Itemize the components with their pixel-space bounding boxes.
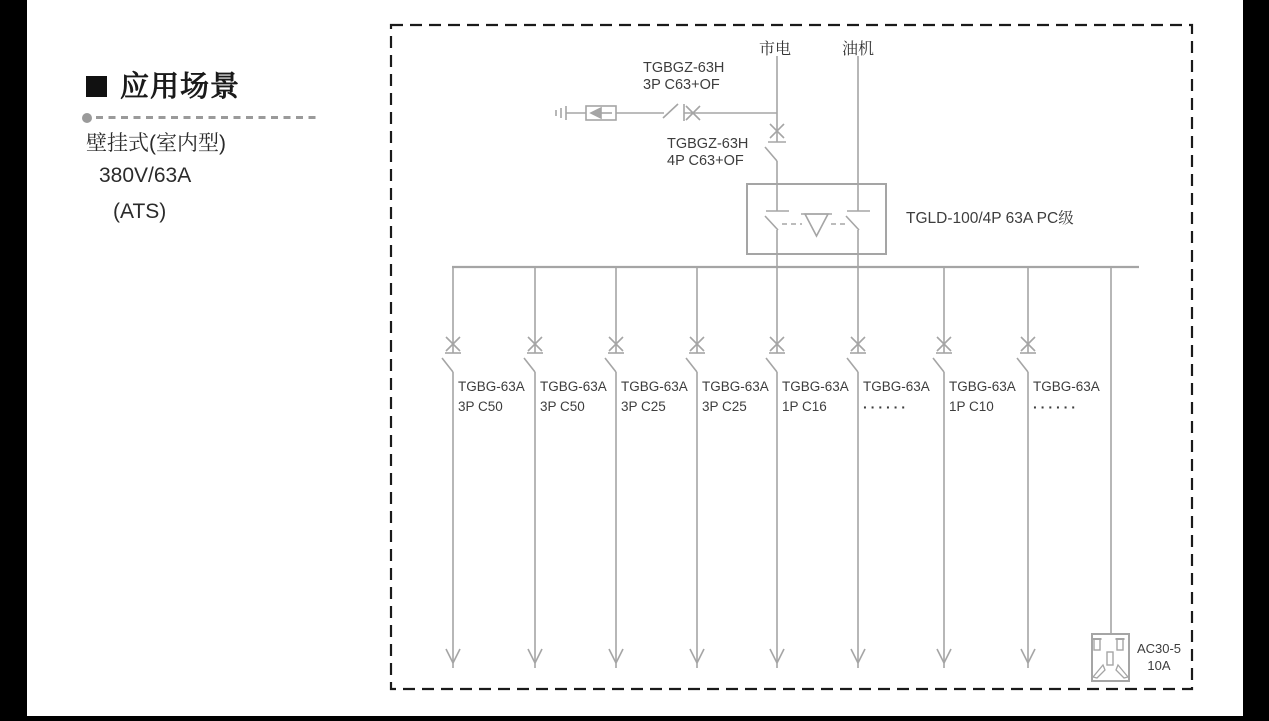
branch-8-breaker	[1017, 267, 1036, 668]
branch-4-breaker	[686, 267, 705, 668]
socket-label	[1132, 640, 1186, 674]
branch-spec: ······	[863, 399, 909, 415]
branch-model: TGBG-63A	[949, 379, 1016, 394]
branch-6-breaker	[847, 267, 866, 668]
branch-7-breaker	[933, 267, 952, 668]
branch-spec: 1P C16	[782, 399, 827, 414]
surge-breaker-model: TGBGZ-63H	[643, 60, 725, 76]
branch-6-label	[863, 377, 930, 417]
spd-icon	[586, 106, 616, 120]
branch-1-breaker	[442, 267, 461, 668]
mains-incoming-line	[765, 56, 786, 211]
main-breaker-label	[667, 136, 748, 170]
main-breaker-icon	[765, 124, 786, 161]
branch-3-label	[621, 377, 688, 417]
branch-model: TGBG-63A	[702, 379, 769, 394]
socket-rating: 10A	[1147, 658, 1171, 673]
branch-model: TGBG-63A	[540, 379, 607, 394]
main-breaker-model: TGBGZ-63H	[667, 136, 749, 152]
mains-source-label: 市电	[759, 41, 792, 58]
rating-text: 380V/63A	[99, 164, 192, 187]
socket-branch	[1092, 267, 1129, 681]
ats-mains-contact-icon	[765, 211, 789, 267]
ats-mode-text: (ATS)	[113, 200, 167, 223]
section-title: 应用场景	[120, 71, 241, 103]
branch-4-label	[702, 377, 769, 417]
mount-type-text: 壁挂式(室内型)	[86, 132, 226, 155]
ats-actuator-icon	[782, 214, 849, 236]
diagram-dashed-border	[391, 25, 1192, 689]
branch-2-breaker	[524, 267, 543, 668]
branch-5-label	[782, 377, 849, 417]
branch-model: TGBG-63A	[621, 379, 688, 394]
branch-model: TGBG-63A	[458, 379, 525, 394]
branch-model: TGBG-63A	[782, 379, 849, 394]
branch-model: TGBG-63A	[863, 379, 930, 394]
branch-2-label	[540, 377, 607, 417]
surge-breaker-label	[643, 60, 724, 94]
branch-spec: 3P C25	[702, 399, 747, 414]
ats-switch-box	[747, 184, 886, 267]
branch-spec: 3P C50	[540, 399, 585, 414]
branch-7-label	[949, 377, 1016, 417]
branch-spec: ······	[1033, 399, 1079, 415]
ats-model-label: TGLD-100/4P 63A PC级	[906, 210, 1074, 227]
surge-arrester-branch	[556, 104, 777, 121]
branch-spec: 3P C50	[458, 399, 503, 414]
socket-icon	[1092, 634, 1129, 681]
branch-model: TGBG-63A	[1033, 379, 1100, 394]
branch-spec: 3P C25	[621, 399, 666, 414]
surge-breaker-spec: 3P C63+OF	[643, 77, 720, 93]
branch-1-label	[458, 377, 525, 417]
main-breaker-spec: 4P C63+OF	[667, 153, 744, 169]
socket-model: AC30-5	[1136, 641, 1182, 656]
branch-5-breaker	[766, 267, 785, 668]
branch-3-breaker	[605, 267, 624, 668]
branch-8-label	[1033, 377, 1100, 417]
ats-generator-contact-icon	[846, 211, 870, 267]
branch-spec: 1P C10	[949, 399, 994, 414]
ground-icon	[556, 106, 566, 120]
generator-source-label: 油机	[842, 41, 875, 58]
